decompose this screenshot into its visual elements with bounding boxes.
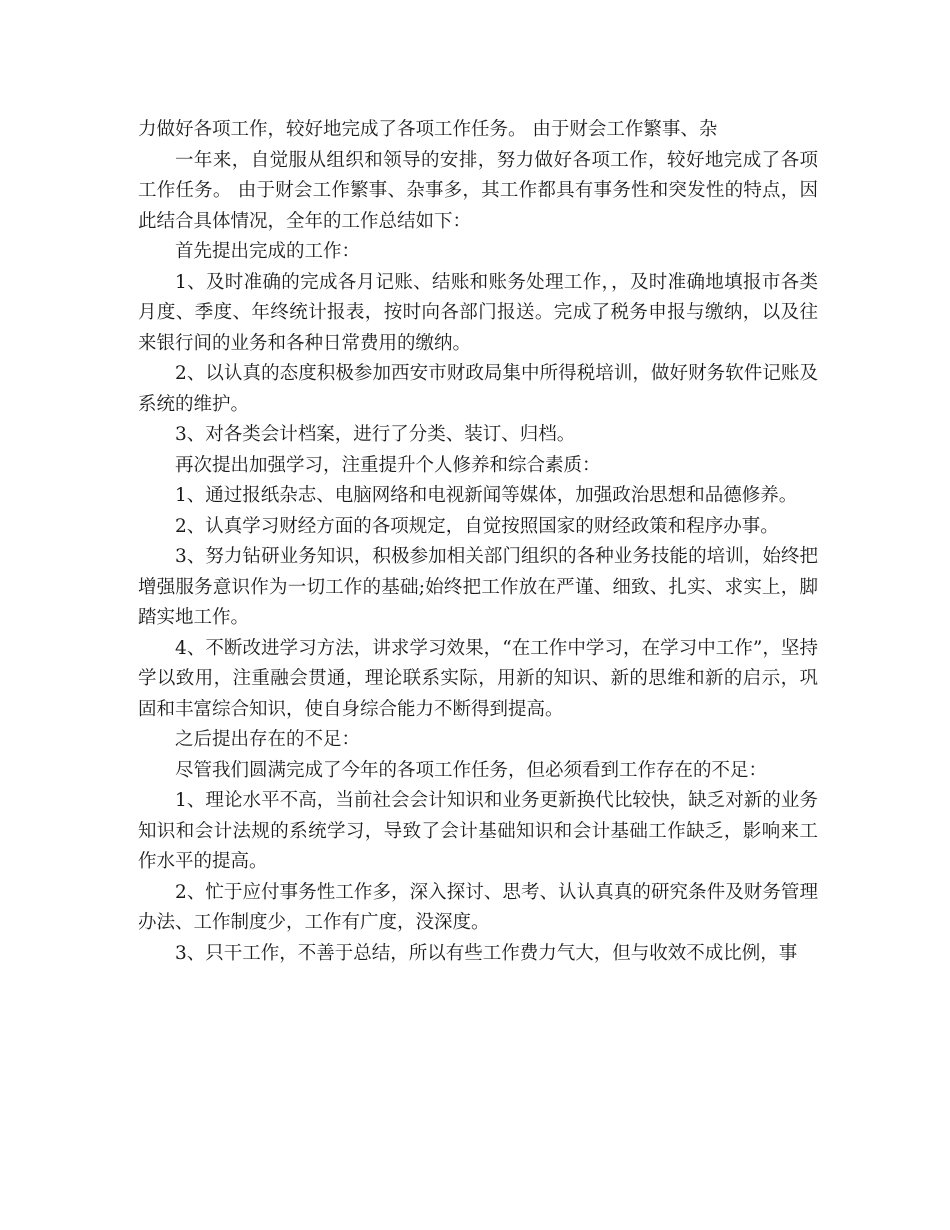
paragraph-intro: 一年来，自觉服从组织和领导的安排，努力做好各项工作，较好地完成了各项工作任务。 由于财会工作繁事、杂事多，其工作都具有事务性和突发性的特点，因此结合具体情况，全年的工作总结如下： [138,149,818,232]
paragraph-learning-item-3: 3、努力钻研业务知识，积极参加相关部门组织的各种业务技能的培训，始终把增强服务意识作为一切工作的基础;始终把工作放在严谨、细致、扎实、求实上，脚踏实地工作。 [138,546,818,628]
paragraph-learning-item-1: 1、通过报纸杂志、电脑网络和电视新闻等媒体，加强政治思想和品德修养。 [175,485,798,506]
paragraph-completed-item-3: 3、对各类会计档案，进行了分类、装订、归档。 [175,424,576,445]
paragraph-completed-item-2: 2、以认真的态度积极参加西安市财政局集中所得税培训，做好财务软件记账及系统的维护。 [138,363,818,415]
section-heading-shortcomings: 之后提出存在的不足： [175,729,361,750]
paragraph-completed-item-1: 1、及时准确的完成各月记账、结账和账务处理工作，，及时准确地填报市各类月度、季度、年终统计报表，按时向各部门报送。完成了税务申报与缴纳，以及往来银行间的业务和各种日常费用的缴纳。 [138,271,818,354]
paragraph-learning-item-2: 2、认真学习财经方面的各项规定，自觉按照国家的财经政策和程序办事。 [175,515,779,537]
paragraph-shortcomings-intro: 尽管我们圆满完成了今年的各项工作任务，但必须看到工作存在的不足： [175,759,768,781]
paragraph-shortcoming-item-2: 2、忙于应付事务性工作多，深入探讨、思考、认认真真的研究条件及财务管理办法、工作制度少，工作有广度，没深度。 [138,881,818,933]
document-body [138,115,818,969]
section-heading-learning: 再次提出加强学习，注重提升个人修养和综合素质： [175,454,601,476]
paragraph-continuation: 力做好各项工作，较好地完成了各项工作任务。 由于财会工作繁事、杂 [138,119,718,140]
paragraph-learning-item-4: 4、不断改进学习方法，讲求学习效果，“在工作中学习，在学习中工作”，坚持学以致用，注重融会贯通，理论联系实际，用新的知识、新的思维和新的启示，巩固和丰富综合知识，使自身综合能力不断得到提高。 [138,637,818,720]
paragraph-shortcoming-item-1: 1、理论水平不高，当前社会会计知识和业务更新换代比较快，缺乏对新的业务知识和会计法规的系统学习，导致了会计基础知识和会计基础工作缺乏，影响来工作水平的提高。 [138,790,818,872]
section-heading-completed-work: 首先提出完成的工作： [175,241,361,262]
paragraph-shortcoming-item-3: 3、只干工作，不善于总结，所以有些工作费力气大，但与收效不成比例，事 [175,942,798,964]
